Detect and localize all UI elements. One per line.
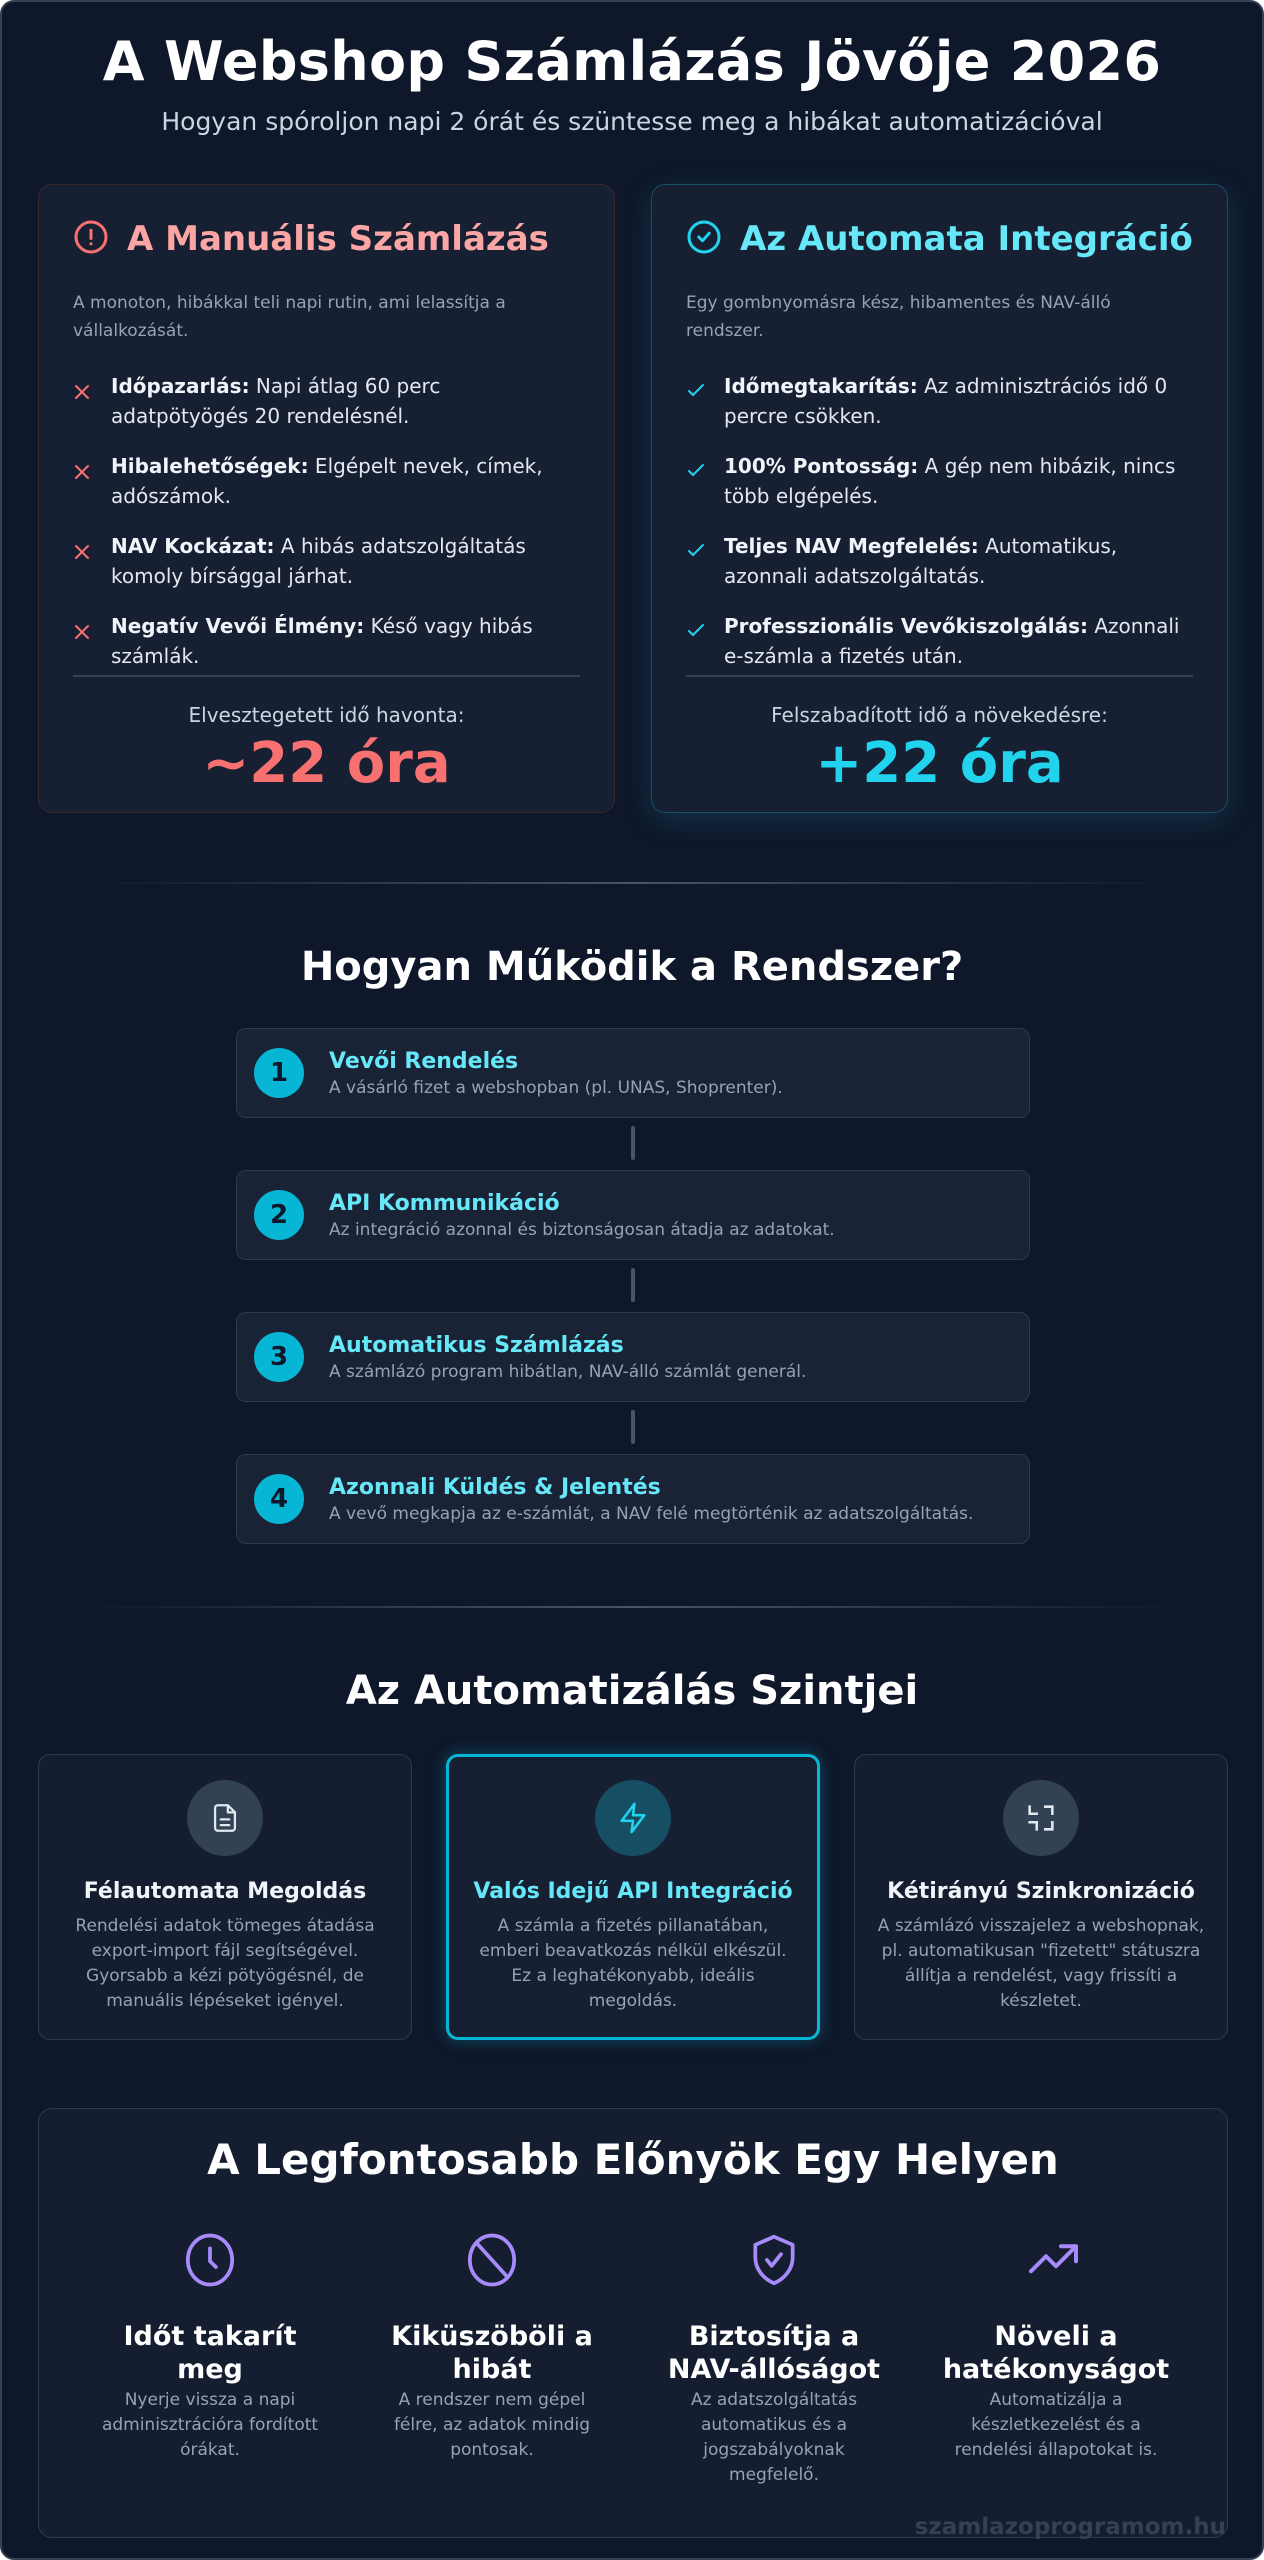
list-item	[73, 371, 580, 431]
card-title: A Manuális Számlázás	[127, 219, 549, 259]
sync-arrows-icon	[1003, 1780, 1079, 1856]
level-title: Kétirányú Szinkronizáció	[887, 1879, 1195, 1904]
list-item	[686, 371, 1193, 431]
item-label: Negatív Vevői Élmény:	[111, 614, 365, 638]
stat-block	[39, 703, 614, 796]
section-divider	[82, 1606, 1182, 1608]
level-card	[38, 1754, 412, 2040]
stat-label: Elvesztegetett idő havonta:	[188, 703, 465, 727]
step-connector	[631, 1410, 635, 1444]
card-description: A monoton, hibákkal teli napi rutin, ami lelassítja a vállalkozását.	[73, 293, 506, 341]
x-icon	[73, 611, 93, 671]
item-label: NAV Kockázat:	[111, 534, 275, 558]
automation-levels-title: Az Automatizálás Szintjei	[345, 1668, 919, 1714]
level-card	[854, 1754, 1228, 2040]
benefit-description: A rendszer nem gépel félre, az adatok mindig pontosak.	[393, 2390, 591, 2460]
benefit-title: Növeli a hatékonyságot	[942, 2321, 1170, 2385]
item-text: Elgépelt nevek, címek, adószámok.	[111, 454, 543, 508]
alert-circle-icon	[73, 219, 109, 259]
manual-invoicing-card	[38, 184, 615, 813]
stat-value: ~22 óra	[202, 731, 451, 796]
process-step	[236, 1028, 1030, 1118]
list-item	[686, 531, 1193, 591]
step-title: Automatikus Számlázás	[329, 1332, 624, 1358]
how-it-works-title: Hogyan Működik a Rendszer?	[300, 944, 964, 990]
step-number-badge: 3	[254, 1332, 304, 1382]
item-label: 100% Pontosság:	[724, 454, 919, 478]
step-title: Azonnali Küldés & Jelentés	[329, 1474, 661, 1500]
stat-value: +22 óra	[815, 731, 1064, 796]
check-icon	[686, 531, 706, 591]
step-number-badge: 1	[254, 1048, 304, 1098]
lightning-icon	[595, 1780, 671, 1856]
benefits-panel	[38, 2108, 1228, 2538]
watermark: szamlazoprogramom.hu	[914, 2514, 1226, 2540]
item-text: A hibás adatszolgáltatás komoly bírsággal járhat.	[111, 534, 526, 588]
step-description: A vevő megkapja az e-számlát, a NAV felé megtörténik az adatszolgáltatás.	[329, 1503, 974, 1524]
step-description: A vásárló fizet a webshopban (pl. UNAS, Shoprenter).	[329, 1077, 783, 1098]
shield-check-icon	[633, 2230, 915, 2290]
item-label: Időpazarlás:	[111, 374, 250, 398]
x-icon	[73, 371, 93, 431]
benefit-description: Az adatszolgáltatás automatikus és a jogszabályoknak megfelelő.	[690, 2390, 858, 2485]
level-description: A számlázó visszajelez a webshopnak, pl. automatikusan "fizetett" státuszra állítja a rendelést, vagy frissíti a készletet.	[877, 1916, 1205, 2011]
item-label: Hibalehetőségek:	[111, 454, 309, 478]
step-description: Az integráció azonnal és biztonságosan átadja az adatokat.	[329, 1219, 835, 1240]
card-divider	[686, 675, 1193, 677]
clock-icon	[69, 2230, 351, 2290]
benefit-description: Nyerje vissza a napi adminisztrációra fordított órákat.	[101, 2390, 319, 2460]
stat-block	[652, 703, 1227, 796]
benefit-title: Kiküszöböli a hibát	[391, 2321, 593, 2385]
comparison-section	[38, 184, 1228, 813]
list-item	[73, 531, 580, 591]
list-item	[686, 451, 1193, 511]
item-label: Teljes NAV Megfelelés:	[724, 534, 979, 558]
benefit-title: Időt takarít meg	[123, 2321, 297, 2385]
process-step	[236, 1312, 1030, 1402]
x-icon	[73, 451, 93, 511]
benefit-list	[686, 371, 1193, 671]
step-description: A számlázó program hibátlan, NAV-álló számlát generál.	[329, 1361, 807, 1382]
item-text: Napi átlag 60 perc adatpötyögés 20 rendelésnél.	[111, 374, 441, 428]
level-card-highlighted	[446, 1754, 820, 2040]
check-icon	[686, 611, 706, 671]
item-label: Professzionális Vevőkiszolgálás:	[724, 614, 1088, 638]
benefit-description: Automatizálja a készletkezelést és a rendelési állapotokat is.	[954, 2390, 1158, 2460]
card-title: Az Automata Integráció	[740, 219, 1193, 259]
step-title: API Kommunikáció	[329, 1190, 560, 1216]
step-title: Vevői Rendelés	[329, 1048, 519, 1074]
header	[2, 2, 1262, 136]
benefit-item	[69, 2230, 351, 2488]
list-item	[73, 611, 580, 671]
level-title: Valós Idejű API Integráció	[473, 1879, 793, 1904]
item-text: Automatikus, azonnali adatszolgáltatás.	[724, 534, 1118, 588]
benefit-item	[633, 2230, 915, 2488]
item-label: Időmegtakarítás:	[724, 374, 918, 398]
stat-label: Felszabadított idő a növekedésre:	[771, 703, 1108, 727]
benefit-item	[915, 2230, 1197, 2488]
ban-icon	[351, 2230, 633, 2290]
step-connector	[631, 1268, 635, 1302]
trending-up-icon	[915, 2230, 1197, 2290]
item-text: Az adminisztrációs idő 0 percre csökken.	[724, 374, 1168, 428]
benefits-title: A Legfontosabb Előnyök Egy Helyen	[207, 2135, 1059, 2184]
check-icon	[686, 451, 706, 511]
item-text: Azonnali e-számla a fizetés után.	[724, 614, 1180, 668]
automation-levels	[38, 1754, 1228, 2040]
level-title: Félautomata Megoldás	[83, 1879, 367, 1904]
document-icon	[187, 1780, 263, 1856]
step-number-badge: 2	[254, 1190, 304, 1240]
list-item	[686, 611, 1193, 671]
x-icon	[73, 531, 93, 591]
process-steps	[236, 1028, 1030, 1544]
card-divider	[73, 675, 580, 677]
process-step	[236, 1170, 1030, 1260]
level-description: Rendelési adatok tömeges átadása export-import fájl segítségével. Gyorsabb a kézi pötyögésnél, de manuális lépéseket igényel.	[75, 1916, 375, 2011]
check-circle-icon	[686, 219, 722, 259]
automated-integration-card	[651, 184, 1228, 813]
benefit-title: Biztosítja a NAV-állóságot	[667, 2321, 881, 2385]
item-text: Késő vagy hibás számlák.	[111, 614, 533, 668]
level-description: A számla a fizetés pillanatában, emberi beavatkozás nélkül elkészül. Ez a leghatékonyabb, ideális megoldás.	[479, 1916, 787, 2011]
list-item	[73, 451, 580, 511]
step-connector	[631, 1126, 635, 1160]
page-title: A Webshop Számlázás Jövője 2026	[102, 30, 1162, 93]
step-number-badge: 4	[254, 1474, 304, 1524]
check-icon	[686, 371, 706, 431]
benefit-item	[351, 2230, 633, 2488]
problem-list	[73, 371, 580, 671]
page-subtitle: Hogyan spóroljon napi 2 órát és szüntesse meg a hibákat automatizációval	[161, 107, 1103, 136]
section-divider	[82, 882, 1182, 884]
process-step	[236, 1454, 1030, 1544]
card-description: Egy gombnyomásra kész, hibamentes és NAV-álló rendszer.	[686, 293, 1111, 341]
item-text: A gép nem hibázik, nincs több elgépelés.	[724, 454, 1176, 508]
